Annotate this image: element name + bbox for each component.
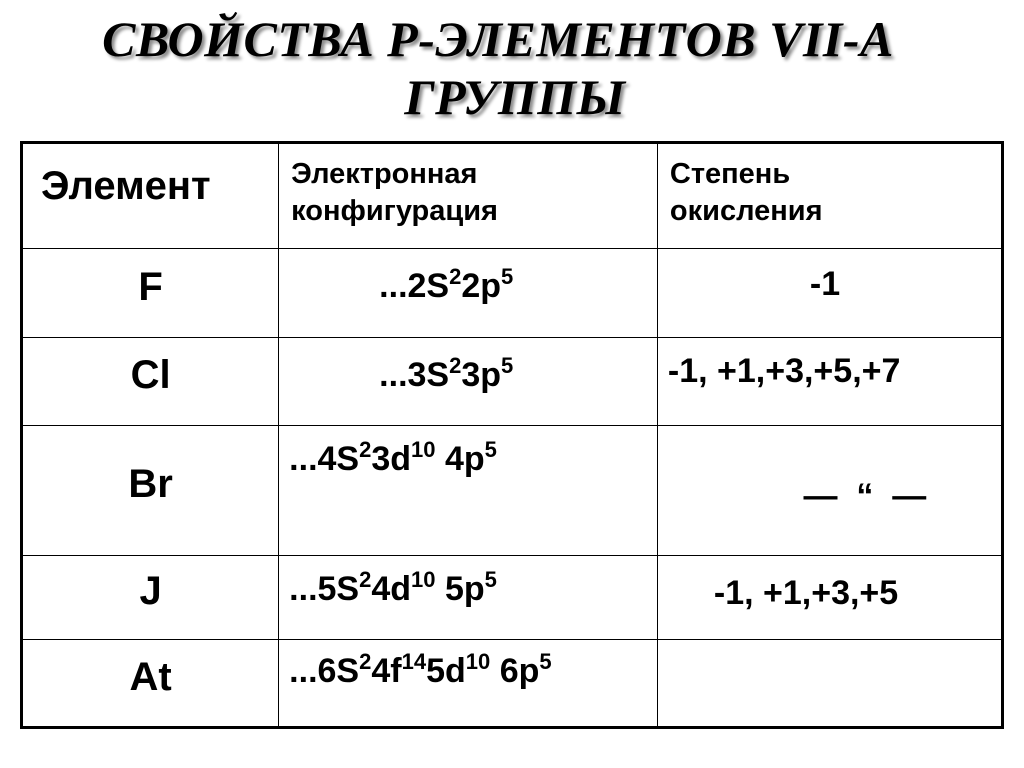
config-sup: 2 <box>449 353 462 378</box>
header-oxidation-line-1: Степень <box>669 158 791 190</box>
table-row <box>22 249 1003 338</box>
config-cell <box>279 338 658 426</box>
oxidation-states: -1, +1,+3,+5 <box>713 574 899 612</box>
element-symbol: Cl <box>130 353 171 397</box>
element-cell <box>22 426 279 556</box>
element-symbol: F <box>138 264 163 309</box>
config-sup: 10 <box>465 649 491 674</box>
electron-config <box>289 567 497 609</box>
config-part: 3d <box>371 440 412 478</box>
oxidation-states: — “ — <box>803 477 927 515</box>
config-part: 4d <box>371 570 412 608</box>
element-symbol: Br <box>128 462 173 506</box>
config-part: ...5S <box>289 570 360 608</box>
element-symbol: At <box>129 654 172 699</box>
element-cell <box>22 556 279 640</box>
electron-config <box>289 649 552 691</box>
title-line-1: СВОЙСТВА Р-ЭЛЕМЕНТОВ VII-А <box>102 11 894 67</box>
config-part: 5p <box>435 570 485 608</box>
config-cell <box>279 640 658 728</box>
config-cell <box>279 426 658 556</box>
config-sup: 5 <box>539 649 552 674</box>
config-part: 4f <box>371 652 402 690</box>
oxidation-states: -1 <box>809 265 841 303</box>
config-cell <box>279 556 658 640</box>
config-sup: 2 <box>359 649 372 674</box>
electron-config <box>379 264 514 306</box>
config-sup: 5 <box>501 353 514 378</box>
oxidation-cell <box>657 640 1002 728</box>
header-oxidation-line-2: окисления <box>669 195 823 227</box>
table-row <box>22 338 1003 426</box>
header-config-line-1: Электронная <box>291 158 478 190</box>
electron-config <box>289 437 497 479</box>
config-part: 2p <box>461 267 502 305</box>
header-config-line-2: конфигурация <box>291 195 498 227</box>
oxidation-cell <box>657 426 1002 556</box>
config-sup: 2 <box>449 264 462 289</box>
config-part: ...6S <box>289 652 360 690</box>
oxidation-cell <box>657 556 1002 640</box>
config-sup: 10 <box>411 567 436 592</box>
table-row <box>22 640 1003 728</box>
element-cell <box>22 338 279 426</box>
config-part: 6p <box>490 652 540 690</box>
config-sup: 5 <box>484 437 497 462</box>
config-part: 3p <box>461 356 502 394</box>
oxidation-cell <box>657 338 1002 426</box>
config-part: 4p <box>435 440 485 478</box>
config-sup: 14 <box>401 649 427 674</box>
config-sup: 5 <box>484 567 497 592</box>
element-cell <box>22 640 279 728</box>
element-symbol: J <box>139 569 162 613</box>
config-part: ...3S <box>379 356 450 394</box>
oxidation-states: -1, +1,+3,+5,+7 <box>667 352 901 390</box>
table-header-row <box>22 143 1003 249</box>
table-row <box>22 556 1003 640</box>
config-sup: 5 <box>501 264 514 289</box>
config-sup: 10 <box>411 437 436 462</box>
electron-config <box>379 353 514 395</box>
config-sup: 2 <box>359 567 372 592</box>
slide-title <box>0 10 1024 126</box>
config-part: ...2S <box>379 267 450 305</box>
title-line-2: ГРУППЫ <box>404 69 626 125</box>
oxidation-cell <box>657 249 1002 338</box>
header-element-label: Элемент <box>41 164 211 208</box>
element-cell <box>22 249 279 338</box>
config-part: ...4S <box>289 440 360 478</box>
config-part: 5d <box>426 652 466 690</box>
header-element <box>22 143 279 249</box>
config-sup: 2 <box>359 437 372 462</box>
table-row <box>22 426 1003 556</box>
header-config <box>279 143 658 249</box>
header-oxidation <box>657 143 1002 249</box>
config-cell <box>279 249 658 338</box>
properties-table <box>20 141 1004 729</box>
